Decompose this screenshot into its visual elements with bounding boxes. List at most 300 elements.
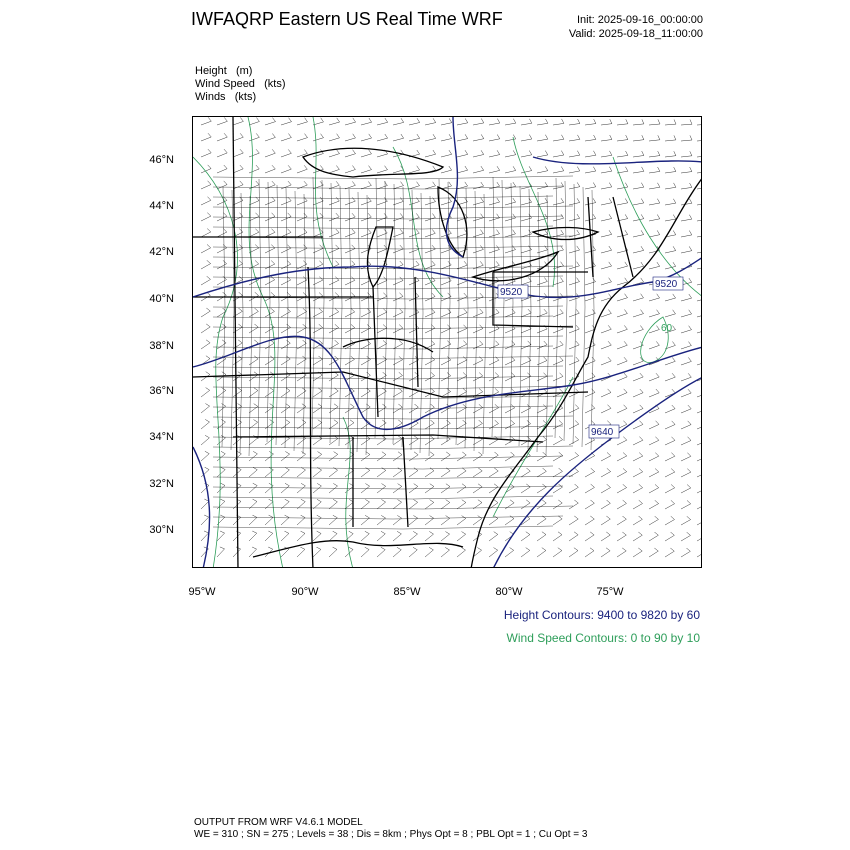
wind-barb-flag [414,484,418,487]
wind-barb-flag [673,231,676,235]
wind-barb-flag [385,134,388,138]
wind-barb-staff [553,218,564,221]
wind-barb-staff [601,361,611,365]
wind-barb-flag [337,150,340,154]
wind-barb-staff [345,217,355,221]
wind-barb-flag [542,500,546,503]
wind-barb-flag [655,453,659,457]
wind-barb-flag [655,532,659,535]
wind-barb-staff [265,359,274,365]
wind-barb-staff [329,201,339,205]
wind-barb-staff [249,359,258,365]
wind-barb-flag [673,262,676,266]
wind-barb-flag [240,149,243,153]
lake-ontario [533,227,598,239]
wind-barb-flag [382,468,386,471]
wind-barb-flag [496,261,499,265]
wind-barb-staff [601,219,612,222]
wind-barb-flag [317,531,321,533]
wind-barb-flag [254,420,258,423]
wind-barb-flag [400,213,403,217]
wind-barb-flag [559,452,563,455]
wind-barb-flag [688,421,691,425]
wind-barb-staff [633,329,643,333]
wind-barb-staff [377,312,387,317]
wind-barb-staff [393,439,402,445]
wind-barb-staff [233,153,243,157]
wind-barb-flag [655,516,659,519]
wind-barb-staff [297,454,306,461]
wind-barb-flag [222,372,226,375]
wind-barb-flag [288,229,292,233]
county-line [564,181,567,441]
wind-barb-staff [585,218,596,221]
wind-barb-staff [409,249,419,253]
wind-barb-flag [222,388,226,391]
wind-barb-staff [425,249,435,253]
wind-barb-staff [393,550,401,557]
wind-barb-flag [590,532,594,535]
wind-barb-staff [297,217,307,221]
wind-barb-staff [217,169,227,173]
wind-barb-staff [281,280,291,285]
wind-barb-staff [233,533,241,541]
wind-barb-flag [333,483,337,486]
wind-barb-staff [649,504,659,509]
wind-barb-staff [393,486,402,493]
wind-barb-staff [665,520,675,526]
height-contour [533,157,702,164]
wind-barb-flag [608,325,611,329]
wind-barb-flag [558,548,562,551]
wind-barb-staff [585,472,595,477]
wind-barb-staff [553,535,562,541]
wind-barb-flag [382,484,386,487]
wind-barb-staff [585,282,596,285]
wind-barb-flag [655,437,659,441]
wind-barb-flag [625,230,628,234]
wind-barb-flag [351,356,355,359]
wind-barb-staff [457,123,468,125]
wind-barb-flag [462,484,466,487]
wind-barb-staff [297,122,308,125]
wind-barb-staff [297,312,307,317]
wind-barb-flag [285,483,289,486]
wind-barb-flag [300,547,305,549]
wind-barb-staff [617,140,628,141]
wind-barb-flag [545,182,548,186]
wind-barb-staff [681,535,691,541]
wind-barb-staff [409,518,418,525]
wind-barb-staff [521,123,532,125]
wind-barb-staff [537,250,548,253]
wind-barb-flag [208,165,211,169]
wind-barb-flag [255,292,259,295]
wind-barb-flag [496,341,500,345]
wind-barb-flag [449,134,452,138]
wind-barb-flag [687,469,691,473]
wind-barb-staff [649,330,659,334]
wind-barb-staff [409,534,418,541]
wind-barb-staff [265,137,275,141]
wind-barb-staff [505,234,516,237]
wind-barb-staff [393,534,401,541]
wind-barb-staff [201,533,209,541]
wind-barb-flag [336,229,339,233]
wind-barb-staff [377,233,387,237]
wind-barb-flag [352,213,355,217]
wind-barb-flag [578,119,580,124]
wind-barb-staff [489,170,500,173]
wind-barb-flag [528,309,531,313]
wind-barb-staff [281,470,289,477]
wind-barb-flag [398,420,402,423]
wind-barb-flag [285,451,289,454]
wind-barb-staff [329,138,340,141]
wind-barb-staff [265,533,273,541]
wind-barb-flag [575,436,579,439]
wind-barb-flag [464,309,467,313]
wind-barb-flag [429,531,433,534]
wind-barb-staff [393,201,403,205]
wind-barb-staff [681,361,691,365]
wind-barb-flag [383,309,387,313]
wind-barb-staff [329,486,338,493]
wind-barb-staff [649,377,659,381]
wind-barb-flag [335,308,339,311]
wind-barb-flag [641,294,644,298]
wind-barb-flag [352,166,355,170]
wind-barb-flag [608,357,611,361]
wind-barb-staff [249,137,259,141]
wind-barb-flag [399,372,403,375]
wind-barb-staff [361,138,372,141]
wind-barb-staff [201,264,211,269]
wind-barb-staff [281,343,290,349]
wind-barb-flag [336,213,339,217]
wind-barb-flag [577,151,579,155]
wind-barb-staff [393,186,404,189]
county-line [213,216,563,219]
wind-barb-flag [642,119,644,124]
wind-barb-flag [239,308,243,311]
wind-barb-flag [689,326,692,330]
wind-barb-flag [465,134,468,138]
wind-barb-flag [497,135,500,139]
wind-barb-flag [609,230,612,234]
wind-barb-staff [297,343,306,349]
wind-barb-flag [398,484,402,487]
wind-barb-flag [626,135,628,140]
wind-barb-flag [496,246,499,250]
wind-barb-flag [673,199,675,203]
wind-barb-staff [553,234,564,237]
lat-label: 36°N [149,385,174,397]
wind-barb-staff [409,281,419,285]
wind-barb-flag [641,310,644,314]
wind-barb-staff [697,267,702,269]
wind-barb-staff [233,121,243,125]
wind-barb-staff [409,486,418,493]
wind-barb-flag [609,167,611,171]
wind-barb-flag [639,453,643,457]
wind-barb-flag [414,452,418,455]
wind-barb-staff [601,551,610,557]
wind-barb-staff [377,138,388,141]
wind-barb-flag [688,342,691,346]
height-contour [193,447,210,568]
wind-barb-flag [433,150,436,154]
wind-barb-staff [329,217,339,221]
wind-barb-flag [433,134,436,138]
wind-barb-flag [638,532,642,535]
wind-barb-flag [334,420,338,423]
wind-barb-flag [305,118,308,122]
wind-barb-staff [521,218,532,221]
wind-barb-staff [521,535,530,541]
wind-barb-flag [544,341,547,345]
wind-barb-staff [281,327,291,333]
wind-barb-staff [313,201,323,205]
wind-barb-staff [393,391,402,397]
wind-barb-flag [542,532,546,535]
wind-barb-staff [425,138,436,141]
wind-barb-flag [287,261,291,265]
wind-barb-flag [256,213,260,217]
wind-barb-staff [297,233,307,238]
wind-barb-flag [252,547,257,549]
wind-barb-staff [681,504,691,509]
wind-barb-flag [206,356,210,359]
wind-barb-flag [641,230,644,234]
wind-barb-staff [201,517,209,525]
wind-barb-staff [233,137,243,141]
wind-barb-flag [642,151,644,156]
wind-barb-staff [681,124,692,125]
wind-barb-flag [272,213,275,217]
wind-barb-staff [505,313,515,317]
wind-barb-staff [697,551,702,557]
wind-barb-flag [366,468,370,471]
wind-barb-flag [318,388,322,391]
wind-barb-staff [377,439,386,445]
wind-barb-staff [601,456,611,461]
wind-barb-staff [425,471,434,477]
wind-barb-staff [697,488,702,493]
wind-barb-staff [473,344,483,349]
wind-barb-flag [511,373,515,377]
wind-barb-flag [527,373,531,377]
wind-barb-staff [233,422,242,429]
wind-barb-staff [249,169,259,173]
wind-barb-staff [681,298,692,301]
wind-barb-staff [265,185,275,189]
wind-barb-staff [569,313,579,317]
wind-barb-staff [249,470,257,477]
wind-barb-flag [623,468,627,471]
wind-barb-flag [335,293,339,297]
state-line [373,287,378,417]
wind-barb-flag [591,500,595,503]
wind-barb-flag [271,308,275,311]
wind-barb-flag [398,436,402,439]
wind-barb-flag [623,484,627,487]
wind-barb-flag [254,340,258,343]
wind-barb-staff [649,535,658,541]
wind-barb-staff [297,248,307,253]
wind-barb-flag [640,373,643,377]
wind-barb-staff [265,264,275,269]
wind-barb-flag [576,341,579,345]
wind-barb-staff [425,123,436,125]
wind-barb-flag [447,420,451,423]
wind-barb-staff [329,185,339,189]
wind-barb-flag [641,262,644,266]
wind-barb-flag [689,294,692,298]
wind-barb-staff [201,121,211,125]
wind-barb-flag [365,547,369,549]
wind-barb-staff [601,535,610,541]
wind-barb-staff [633,187,644,189]
wind-barb-flag [366,452,370,455]
wind-barb-staff [505,218,516,221]
wind-barb-flag [255,260,259,264]
wind-barb-staff [233,391,242,398]
wind-barb-staff [521,408,531,413]
wind-barb-flag [511,452,515,455]
wind-barb-staff [505,155,516,157]
wind-barb-flag [527,436,531,439]
county-line [213,206,573,209]
wind-barb-flag [574,500,578,503]
wind-barb-flag [690,183,692,187]
county-line [321,180,324,440]
wind-barb-staff [249,438,258,445]
wind-barb-flag [205,467,209,469]
wind-barb-staff [361,312,371,317]
wind-barb-flag [413,547,417,550]
wind-barb-flag [304,245,308,249]
wind-barb-flag [625,278,628,282]
wind-barb-flag [464,261,467,265]
wind-barb-flag [542,484,546,487]
wind-barb-staff [617,155,628,157]
wind-barb-flag [385,118,388,122]
wind-barb-flag [319,293,323,296]
wind-barb-flag [288,197,291,201]
wind-barb-staff [633,124,644,125]
wind-barb-flag [399,309,403,313]
wind-barb-flag [383,356,387,359]
wind-barb-flag [286,388,290,391]
wind-barb-flag [513,119,515,123]
wind-barb-staff [201,216,211,221]
wind-barb-flag [384,229,387,233]
wind-barb-staff [361,550,369,557]
wind-barb-staff [457,154,468,157]
wind-barb-staff [601,155,612,157]
wind-barb-staff [489,202,500,205]
height-contours-info: Height Contours: 9400 to 9820 by 60 [503,608,700,622]
contour-label: 9520 [500,287,523,298]
wind-barb-flag [606,548,610,551]
wind-barb-flag [369,150,372,154]
wind-barb-flag [319,340,323,343]
wind-barb-staff [537,408,547,413]
wind-barb-staff [473,249,483,253]
wind-barb-staff [425,328,435,333]
wind-barb-staff [249,122,259,126]
wind-barb-staff [569,377,579,382]
wind-barb-flag [480,325,483,329]
wind-barb-staff [489,550,498,557]
wind-barb-staff [489,360,499,365]
wind-barb-staff [473,234,483,237]
wind-barb-staff [233,311,242,317]
county-line [438,179,441,439]
wind-barb-flag [671,516,675,519]
wind-barb-staff [201,295,210,301]
time-stamps [569,13,703,41]
county-line [213,486,563,489]
wind-barb-staff [361,518,369,525]
wind-barb-staff [649,251,660,254]
wind-barb-flag [494,548,498,551]
wind-barb-staff [569,155,580,157]
wind-barb-staff [697,536,702,542]
wind-barb-staff [361,122,372,125]
wind-barb-staff [697,362,702,366]
wind-barb-staff [345,154,356,157]
wind-barb-flag [559,420,563,424]
wind-barb-staff [425,518,434,525]
wind-barb-staff [665,409,675,413]
wind-barb-staff [441,202,452,205]
wind-barb-flag [672,437,676,441]
wind-barb-flag [545,151,548,155]
wind-barb-staff [457,297,467,301]
wind-barb-flag [624,389,627,393]
wind-barb-staff [297,407,306,413]
wind-barb-staff [361,502,370,509]
wind-barb-flag [349,547,353,549]
wind-barb-staff [681,330,692,333]
wind-barb-flag [640,421,644,425]
wind-barb-staff [537,123,548,125]
wind-barb-flag [657,310,660,314]
wind-barb-staff [409,550,417,557]
wind-barb-flag [416,213,419,217]
wind-barb-flag [301,531,305,533]
wind-barb-flag [609,294,612,298]
wind-barb-staff [665,298,676,301]
height-field-label: Height (m) [195,65,253,77]
valid-time: Valid: 2025-09-18_11:00:00 [568,28,703,40]
wind-barb-flag [221,467,225,469]
wind-barb-staff [409,455,418,461]
lon-label: 90°W [291,586,319,598]
wind-barb-flag [494,468,498,471]
wind-barb-staff [425,534,434,541]
wind-barb-staff [265,502,273,509]
wind-barb-staff [537,329,547,333]
wind-barb-flag [674,120,676,125]
wind-barb-flag [624,357,627,361]
wind-barb-flag [497,198,500,202]
wind-barb-staff [297,391,306,397]
wind-barb-staff [681,187,692,189]
wind-barb-staff [473,202,484,205]
